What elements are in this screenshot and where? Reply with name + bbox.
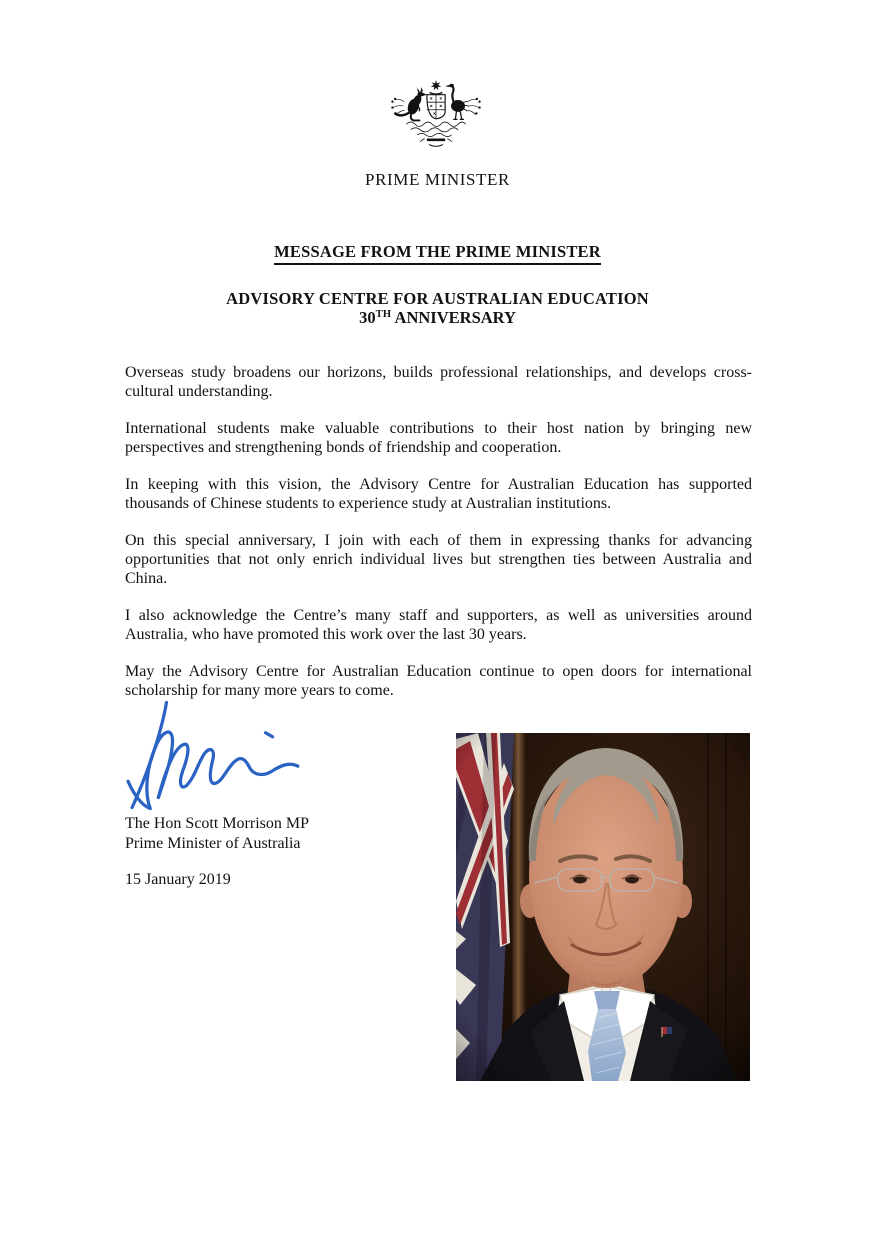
letter-body	[125, 363, 752, 718]
pm-portrait-photo	[456, 733, 750, 1081]
signatory-title: Prime Minister of Australia	[125, 835, 301, 852]
crest-emu	[445, 84, 469, 120]
organisation-heading: ADVISORY CENTRE FOR AUSTRALIAN EDUCATION	[226, 289, 649, 308]
paragraph-1: Overseas study broadens our horizons, builds professional relationships, and develops cross-cultural understanding.	[125, 364, 752, 400]
paragraph-6: May the Advisory Centre for Australian Education continue to open doors for international scholarship for many more years to come.	[125, 663, 752, 699]
crest-kangaroo	[395, 87, 427, 120]
signatory-name: The Hon Scott Morrison MP	[125, 815, 309, 832]
paragraph-2: International students make valuable contributions to their host nation by bringing new perspectives and strengthening bonds of friendship and cooperation.	[125, 420, 752, 456]
paragraph-4: On this special anniversary, I join with each of them in expressing thanks for advancing opportunities that not only enrich individual lives but strengthen ties between Australia and China.	[125, 532, 752, 587]
anniversary-word: ANNIVERSARY	[391, 308, 516, 327]
crest-shield	[427, 95, 445, 119]
signatory-block	[125, 814, 309, 854]
signature-autograph	[122, 692, 314, 816]
message-heading: MESSAGE FROM THE PRIME MINISTER	[274, 242, 601, 265]
crest-base-ornament	[406, 122, 465, 146]
office-title: PRIME MINISTER	[365, 170, 510, 189]
paragraph-3: In keeping with this vision, the Advisory Centre for Australian Education has supported thousands of Chinese students to experience study at Australian institutions.	[125, 476, 752, 512]
anniversary-heading	[0, 308, 875, 328]
paragraph-5: I also acknowledge the Centre’s many staff and supporters, as well as universities around Australia, who have promoted this work over the last 30 years.	[125, 607, 752, 643]
anniversary-ordinal-suffix: TH	[375, 309, 392, 320]
anniversary-number: 30	[359, 308, 376, 327]
letter-date: 15 January 2019	[125, 871, 231, 888]
coat-of-arms-icon	[378, 78, 494, 164]
